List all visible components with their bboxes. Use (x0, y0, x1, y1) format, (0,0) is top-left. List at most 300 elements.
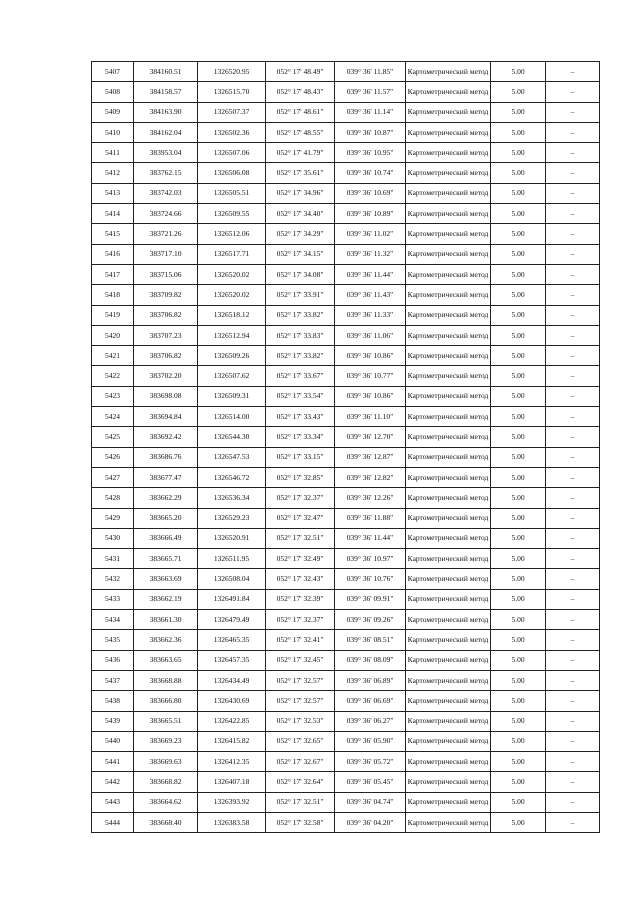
point-number-cell: 5431 (92, 549, 134, 569)
table-row (92, 224, 600, 244)
x-coordinate-cell: 383698.08 (134, 386, 198, 406)
table-row (92, 447, 600, 467)
note-cell: – (546, 488, 600, 508)
y-coordinate-cell: 1326430.69 (198, 691, 266, 711)
x-coordinate-cell: 384160.51 (134, 62, 198, 82)
latitude-cell: 052° 17' 32.39" (266, 589, 335, 609)
note-cell: – (546, 143, 600, 163)
point-number-cell: 5417 (92, 264, 134, 284)
method-cell: Картометрический метод (406, 163, 491, 183)
table-row (92, 650, 600, 670)
latitude-cell: 052° 17' 32.51" (266, 528, 335, 548)
note-cell: – (546, 752, 600, 772)
latitude-cell: 052° 17' 32.37" (266, 488, 335, 508)
note-cell: – (546, 427, 600, 447)
note-cell: – (546, 508, 600, 528)
x-coordinate-cell: 383665.51 (134, 711, 198, 731)
x-coordinate-cell: 383707.23 (134, 325, 198, 345)
x-coordinate-cell: 383724.66 (134, 204, 198, 224)
longitude-cell: 039° 36' 11.10" (335, 407, 406, 427)
x-coordinate-cell: 383662.19 (134, 589, 198, 609)
table-row (92, 549, 600, 569)
table-row (92, 102, 600, 122)
method-cell: Картометрический метод (406, 407, 491, 427)
y-coordinate-cell: 1326529.23 (198, 508, 266, 528)
table-row (92, 325, 600, 345)
point-number-cell: 5430 (92, 528, 134, 548)
point-number-cell: 5444 (92, 812, 134, 832)
note-cell: – (546, 346, 600, 366)
longitude-cell: 039° 36' 11.33" (335, 305, 406, 325)
accuracy-cell: 5.00 (491, 670, 546, 690)
latitude-cell: 052° 17' 33.15" (266, 447, 335, 467)
y-coordinate-cell: 1326508.04 (198, 569, 266, 589)
longitude-cell: 039° 36' 10.95" (335, 143, 406, 163)
longitude-cell: 039° 36' 08.51" (335, 630, 406, 650)
longitude-cell: 039° 36' 11.14" (335, 102, 406, 122)
latitude-cell: 052° 17' 33.34" (266, 427, 335, 447)
point-number-cell: 5432 (92, 569, 134, 589)
point-number-cell: 5436 (92, 650, 134, 670)
point-number-cell: 5419 (92, 305, 134, 325)
table-row (92, 366, 600, 386)
accuracy-cell: 5.00 (491, 143, 546, 163)
latitude-cell: 052° 17' 48.49" (266, 62, 335, 82)
latitude-cell: 052° 17' 32.85" (266, 467, 335, 487)
longitude-cell: 039° 36' 12.26" (335, 488, 406, 508)
latitude-cell: 052° 17' 48.55" (266, 122, 335, 142)
latitude-cell: 052° 17' 32.57" (266, 670, 335, 690)
accuracy-cell: 5.00 (491, 447, 546, 467)
longitude-cell: 039° 36' 06.27" (335, 711, 406, 731)
latitude-cell: 052° 17' 32.37" (266, 610, 335, 630)
table-row (92, 264, 600, 284)
longitude-cell: 039° 36' 10.86" (335, 386, 406, 406)
longitude-cell: 039° 36' 06.89" (335, 670, 406, 690)
accuracy-cell: 5.00 (491, 346, 546, 366)
longitude-cell: 039° 36' 05.90" (335, 731, 406, 751)
latitude-cell: 052° 17' 34.96" (266, 183, 335, 203)
accuracy-cell: 5.00 (491, 122, 546, 142)
table-row (92, 386, 600, 406)
method-cell: Картометрический метод (406, 264, 491, 284)
table-row (92, 305, 600, 325)
table-row (92, 407, 600, 427)
longitude-cell: 039° 36' 11.02" (335, 224, 406, 244)
table-row (92, 285, 600, 305)
longitude-cell: 039° 36' 11.44" (335, 264, 406, 284)
note-cell: – (546, 285, 600, 305)
point-number-cell: 5423 (92, 386, 134, 406)
latitude-cell: 052° 17' 32.53" (266, 711, 335, 731)
x-coordinate-cell: 383702.20 (134, 366, 198, 386)
accuracy-cell: 5.00 (491, 650, 546, 670)
longitude-cell: 039° 36' 10.74" (335, 163, 406, 183)
note-cell: – (546, 244, 600, 264)
note-cell: – (546, 670, 600, 690)
longitude-cell: 039° 36' 11.57" (335, 82, 406, 102)
method-cell: Картометрический метод (406, 285, 491, 305)
y-coordinate-cell: 1326465.35 (198, 630, 266, 650)
x-coordinate-cell: 383721.26 (134, 224, 198, 244)
table-row (92, 691, 600, 711)
y-coordinate-cell: 1326547.53 (198, 447, 266, 467)
x-coordinate-cell: 383686.76 (134, 447, 198, 467)
x-coordinate-cell: 383742.03 (134, 183, 198, 203)
point-number-cell: 5424 (92, 407, 134, 427)
latitude-cell: 052° 17' 34.15" (266, 244, 335, 264)
x-coordinate-cell: 383662.36 (134, 630, 198, 650)
longitude-cell: 039° 36' 10.86" (335, 346, 406, 366)
note-cell: – (546, 610, 600, 630)
method-cell: Картометрический метод (406, 812, 491, 832)
accuracy-cell: 5.00 (491, 569, 546, 589)
note-cell: – (546, 366, 600, 386)
y-coordinate-cell: 1326517.71 (198, 244, 266, 264)
method-cell: Картометрический метод (406, 508, 491, 528)
y-coordinate-cell: 1326520.02 (198, 264, 266, 284)
method-cell: Картометрический метод (406, 122, 491, 142)
point-number-cell: 5412 (92, 163, 134, 183)
method-cell: Картометрический метод (406, 467, 491, 487)
longitude-cell: 039° 36' 12.82" (335, 467, 406, 487)
coordinates-table (91, 61, 600, 833)
point-number-cell: 5437 (92, 670, 134, 690)
note-cell: – (546, 407, 600, 427)
table-row (92, 62, 600, 82)
table-row (92, 183, 600, 203)
method-cell: Картометрический метод (406, 731, 491, 751)
accuracy-cell: 5.00 (491, 183, 546, 203)
point-number-cell: 5418 (92, 285, 134, 305)
table-row (92, 670, 600, 690)
note-cell: – (546, 102, 600, 122)
longitude-cell: 039° 36' 11.43" (335, 285, 406, 305)
latitude-cell: 052° 17' 33.67" (266, 366, 335, 386)
y-coordinate-cell: 1326491.84 (198, 589, 266, 609)
point-number-cell: 5407 (92, 62, 134, 82)
x-coordinate-cell: 383692.42 (134, 427, 198, 447)
longitude-cell: 039° 36' 11.32" (335, 244, 406, 264)
accuracy-cell: 5.00 (491, 772, 546, 792)
table-row (92, 812, 600, 832)
table-body (92, 62, 600, 833)
accuracy-cell: 5.00 (491, 264, 546, 284)
x-coordinate-cell: 383663.65 (134, 650, 198, 670)
x-coordinate-cell: 383706.82 (134, 346, 198, 366)
note-cell: – (546, 650, 600, 670)
longitude-cell: 039° 36' 12.87" (335, 447, 406, 467)
method-cell: Картометрический метод (406, 711, 491, 731)
note-cell: – (546, 772, 600, 792)
latitude-cell: 052° 17' 33.83" (266, 325, 335, 345)
latitude-cell: 052° 17' 41.79" (266, 143, 335, 163)
y-coordinate-cell: 1326518.12 (198, 305, 266, 325)
longitude-cell: 039° 36' 11.44" (335, 528, 406, 548)
accuracy-cell: 5.00 (491, 305, 546, 325)
accuracy-cell: 5.00 (491, 386, 546, 406)
y-coordinate-cell: 1326511.95 (198, 549, 266, 569)
table-row (92, 244, 600, 264)
longitude-cell: 039° 36' 10.77" (335, 366, 406, 386)
note-cell: – (546, 163, 600, 183)
x-coordinate-cell: 383709.82 (134, 285, 198, 305)
y-coordinate-cell: 1326415.82 (198, 731, 266, 751)
y-coordinate-cell: 1326512.06 (198, 224, 266, 244)
longitude-cell: 039° 36' 05.72" (335, 752, 406, 772)
longitude-cell: 039° 36' 10.76" (335, 569, 406, 589)
point-number-cell: 5408 (92, 82, 134, 102)
y-coordinate-cell: 1326509.26 (198, 346, 266, 366)
note-cell: – (546, 305, 600, 325)
table-row (92, 610, 600, 630)
latitude-cell: 052° 17' 32.47" (266, 508, 335, 528)
x-coordinate-cell: 383706.82 (134, 305, 198, 325)
y-coordinate-cell: 1326505.51 (198, 183, 266, 203)
longitude-cell: 039° 36' 04.74" (335, 792, 406, 812)
note-cell: – (546, 731, 600, 751)
accuracy-cell: 5.00 (491, 102, 546, 122)
table-row (92, 427, 600, 447)
method-cell: Картометрический метод (406, 386, 491, 406)
latitude-cell: 052° 17' 33.91" (266, 285, 335, 305)
latitude-cell: 052° 17' 32.41" (266, 630, 335, 650)
method-cell: Картометрический метод (406, 244, 491, 264)
longitude-cell: 039° 36' 11.88" (335, 508, 406, 528)
latitude-cell: 052° 17' 34.29" (266, 224, 335, 244)
method-cell: Картометрический метод (406, 610, 491, 630)
x-coordinate-cell: 383663.69 (134, 569, 198, 589)
point-number-cell: 5422 (92, 366, 134, 386)
table-row (92, 528, 600, 548)
x-coordinate-cell: 383661.30 (134, 610, 198, 630)
point-number-cell: 5441 (92, 752, 134, 772)
note-cell: – (546, 82, 600, 102)
point-number-cell: 5433 (92, 589, 134, 609)
method-cell: Картометрический метод (406, 82, 491, 102)
method-cell: Картометрический метод (406, 528, 491, 548)
note-cell: – (546, 183, 600, 203)
latitude-cell: 052° 17' 34.08" (266, 264, 335, 284)
table-row (92, 143, 600, 163)
note-cell: – (546, 264, 600, 284)
accuracy-cell: 5.00 (491, 589, 546, 609)
latitude-cell: 052° 17' 32.65" (266, 731, 335, 751)
method-cell: Картометрический метод (406, 183, 491, 203)
x-coordinate-cell: 383665.71 (134, 549, 198, 569)
table-row (92, 630, 600, 650)
accuracy-cell: 5.00 (491, 163, 546, 183)
point-number-cell: 5409 (92, 102, 134, 122)
y-coordinate-cell: 1326507.37 (198, 102, 266, 122)
accuracy-cell: 5.00 (491, 549, 546, 569)
note-cell: – (546, 447, 600, 467)
point-number-cell: 5439 (92, 711, 134, 731)
accuracy-cell: 5.00 (491, 82, 546, 102)
x-coordinate-cell: 383668.82 (134, 772, 198, 792)
table-row (92, 752, 600, 772)
table-row (92, 82, 600, 102)
point-number-cell: 5415 (92, 224, 134, 244)
method-cell: Картометрический метод (406, 447, 491, 467)
y-coordinate-cell: 1326407.18 (198, 772, 266, 792)
note-cell: – (546, 224, 600, 244)
table-row (92, 488, 600, 508)
x-coordinate-cell: 383668.40 (134, 812, 198, 832)
y-coordinate-cell: 1326536.34 (198, 488, 266, 508)
longitude-cell: 039° 36' 09.26" (335, 610, 406, 630)
point-number-cell: 5413 (92, 183, 134, 203)
y-coordinate-cell: 1326514.00 (198, 407, 266, 427)
longitude-cell: 039° 36' 10.89" (335, 204, 406, 224)
longitude-cell: 039° 36' 10.87" (335, 122, 406, 142)
accuracy-cell: 5.00 (491, 244, 546, 264)
longitude-cell: 039° 36' 10.97" (335, 549, 406, 569)
method-cell: Картометрический метод (406, 427, 491, 447)
y-coordinate-cell: 1326479.49 (198, 610, 266, 630)
x-coordinate-cell: 383677.47 (134, 467, 198, 487)
note-cell: – (546, 630, 600, 650)
accuracy-cell: 5.00 (491, 508, 546, 528)
x-coordinate-cell: 383666.49 (134, 528, 198, 548)
point-number-cell: 5440 (92, 731, 134, 751)
note-cell: – (546, 792, 600, 812)
accuracy-cell: 5.00 (491, 325, 546, 345)
longitude-cell: 039° 36' 04.20" (335, 812, 406, 832)
accuracy-cell: 5.00 (491, 630, 546, 650)
method-cell: Картометрический метод (406, 224, 491, 244)
x-coordinate-cell: 383953.04 (134, 143, 198, 163)
method-cell: Картометрический метод (406, 630, 491, 650)
y-coordinate-cell: 1326509.55 (198, 204, 266, 224)
method-cell: Картометрический метод (406, 62, 491, 82)
point-number-cell: 5421 (92, 346, 134, 366)
table-row (92, 204, 600, 224)
latitude-cell: 052° 17' 35.61" (266, 163, 335, 183)
longitude-cell: 039° 36' 08.09" (335, 650, 406, 670)
table-row (92, 772, 600, 792)
table-row (92, 589, 600, 609)
y-coordinate-cell: 1326520.95 (198, 62, 266, 82)
table-row (92, 346, 600, 366)
accuracy-cell: 5.00 (491, 792, 546, 812)
latitude-cell: 052° 17' 48.61" (266, 102, 335, 122)
y-coordinate-cell: 1326520.02 (198, 285, 266, 305)
latitude-cell: 052° 17' 32.57" (266, 691, 335, 711)
longitude-cell: 039° 36' 06.69" (335, 691, 406, 711)
method-cell: Картометрический метод (406, 670, 491, 690)
table-row (92, 163, 600, 183)
method-cell: Картометрический метод (406, 102, 491, 122)
y-coordinate-cell: 1326520.91 (198, 528, 266, 548)
note-cell: – (546, 711, 600, 731)
longitude-cell: 039° 36' 05.45" (335, 772, 406, 792)
point-number-cell: 5443 (92, 792, 134, 812)
latitude-cell: 052° 17' 48.43" (266, 82, 335, 102)
method-cell: Картометрический метод (406, 589, 491, 609)
point-number-cell: 5438 (92, 691, 134, 711)
method-cell: Картометрический метод (406, 772, 491, 792)
accuracy-cell: 5.00 (491, 62, 546, 82)
method-cell: Картометрический метод (406, 366, 491, 386)
point-number-cell: 5442 (92, 772, 134, 792)
table-row (92, 508, 600, 528)
accuracy-cell: 5.00 (491, 528, 546, 548)
x-coordinate-cell: 383662.29 (134, 488, 198, 508)
accuracy-cell: 5.00 (491, 407, 546, 427)
method-cell: Картометрический метод (406, 549, 491, 569)
accuracy-cell: 5.00 (491, 285, 546, 305)
point-number-cell: 5414 (92, 204, 134, 224)
point-number-cell: 5411 (92, 143, 134, 163)
note-cell: – (546, 691, 600, 711)
method-cell: Картометрический метод (406, 346, 491, 366)
y-coordinate-cell: 1326544.30 (198, 427, 266, 447)
accuracy-cell: 5.00 (491, 366, 546, 386)
accuracy-cell: 5.00 (491, 488, 546, 508)
longitude-cell: 039° 36' 12.70" (335, 427, 406, 447)
point-number-cell: 5425 (92, 427, 134, 447)
latitude-cell: 052° 17' 33.43" (266, 407, 335, 427)
table-row (92, 792, 600, 812)
y-coordinate-cell: 1326512.94 (198, 325, 266, 345)
accuracy-cell: 5.00 (491, 204, 546, 224)
note-cell: – (546, 569, 600, 589)
method-cell: Картометрический метод (406, 691, 491, 711)
note-cell: – (546, 812, 600, 832)
x-coordinate-cell: 383715.06 (134, 264, 198, 284)
method-cell: Картометрический метод (406, 569, 491, 589)
method-cell: Картометрический метод (406, 204, 491, 224)
point-number-cell: 5410 (92, 122, 134, 142)
x-coordinate-cell: 383717.10 (134, 244, 198, 264)
latitude-cell: 052° 17' 32.67" (266, 752, 335, 772)
note-cell: – (546, 386, 600, 406)
accuracy-cell: 5.00 (491, 812, 546, 832)
x-coordinate-cell: 384162.04 (134, 122, 198, 142)
point-number-cell: 5434 (92, 610, 134, 630)
y-coordinate-cell: 1326502.36 (198, 122, 266, 142)
x-coordinate-cell: 383666.80 (134, 691, 198, 711)
method-cell: Картометрический метод (406, 752, 491, 772)
method-cell: Картометрический метод (406, 325, 491, 345)
latitude-cell: 052° 17' 33.82" (266, 346, 335, 366)
accuracy-cell: 5.00 (491, 427, 546, 447)
x-coordinate-cell: 383665.20 (134, 508, 198, 528)
y-coordinate-cell: 1326507.62 (198, 366, 266, 386)
y-coordinate-cell: 1326515.70 (198, 82, 266, 102)
table-row (92, 569, 600, 589)
table-row (92, 467, 600, 487)
note-cell: – (546, 122, 600, 142)
latitude-cell: 052° 17' 33.82" (266, 305, 335, 325)
y-coordinate-cell: 1326506.08 (198, 163, 266, 183)
table-row (92, 122, 600, 142)
table-row (92, 731, 600, 751)
method-cell: Картометрический метод (406, 488, 491, 508)
x-coordinate-cell: 383668.88 (134, 670, 198, 690)
latitude-cell: 052° 17' 32.43" (266, 569, 335, 589)
longitude-cell: 039° 36' 09.91" (335, 589, 406, 609)
note-cell: – (546, 467, 600, 487)
x-coordinate-cell: 383669.23 (134, 731, 198, 751)
point-number-cell: 5416 (92, 244, 134, 264)
x-coordinate-cell: 383694.84 (134, 407, 198, 427)
y-coordinate-cell: 1326412.35 (198, 752, 266, 772)
latitude-cell: 052° 17' 33.54" (266, 386, 335, 406)
accuracy-cell: 5.00 (491, 691, 546, 711)
y-coordinate-cell: 1326509.31 (198, 386, 266, 406)
